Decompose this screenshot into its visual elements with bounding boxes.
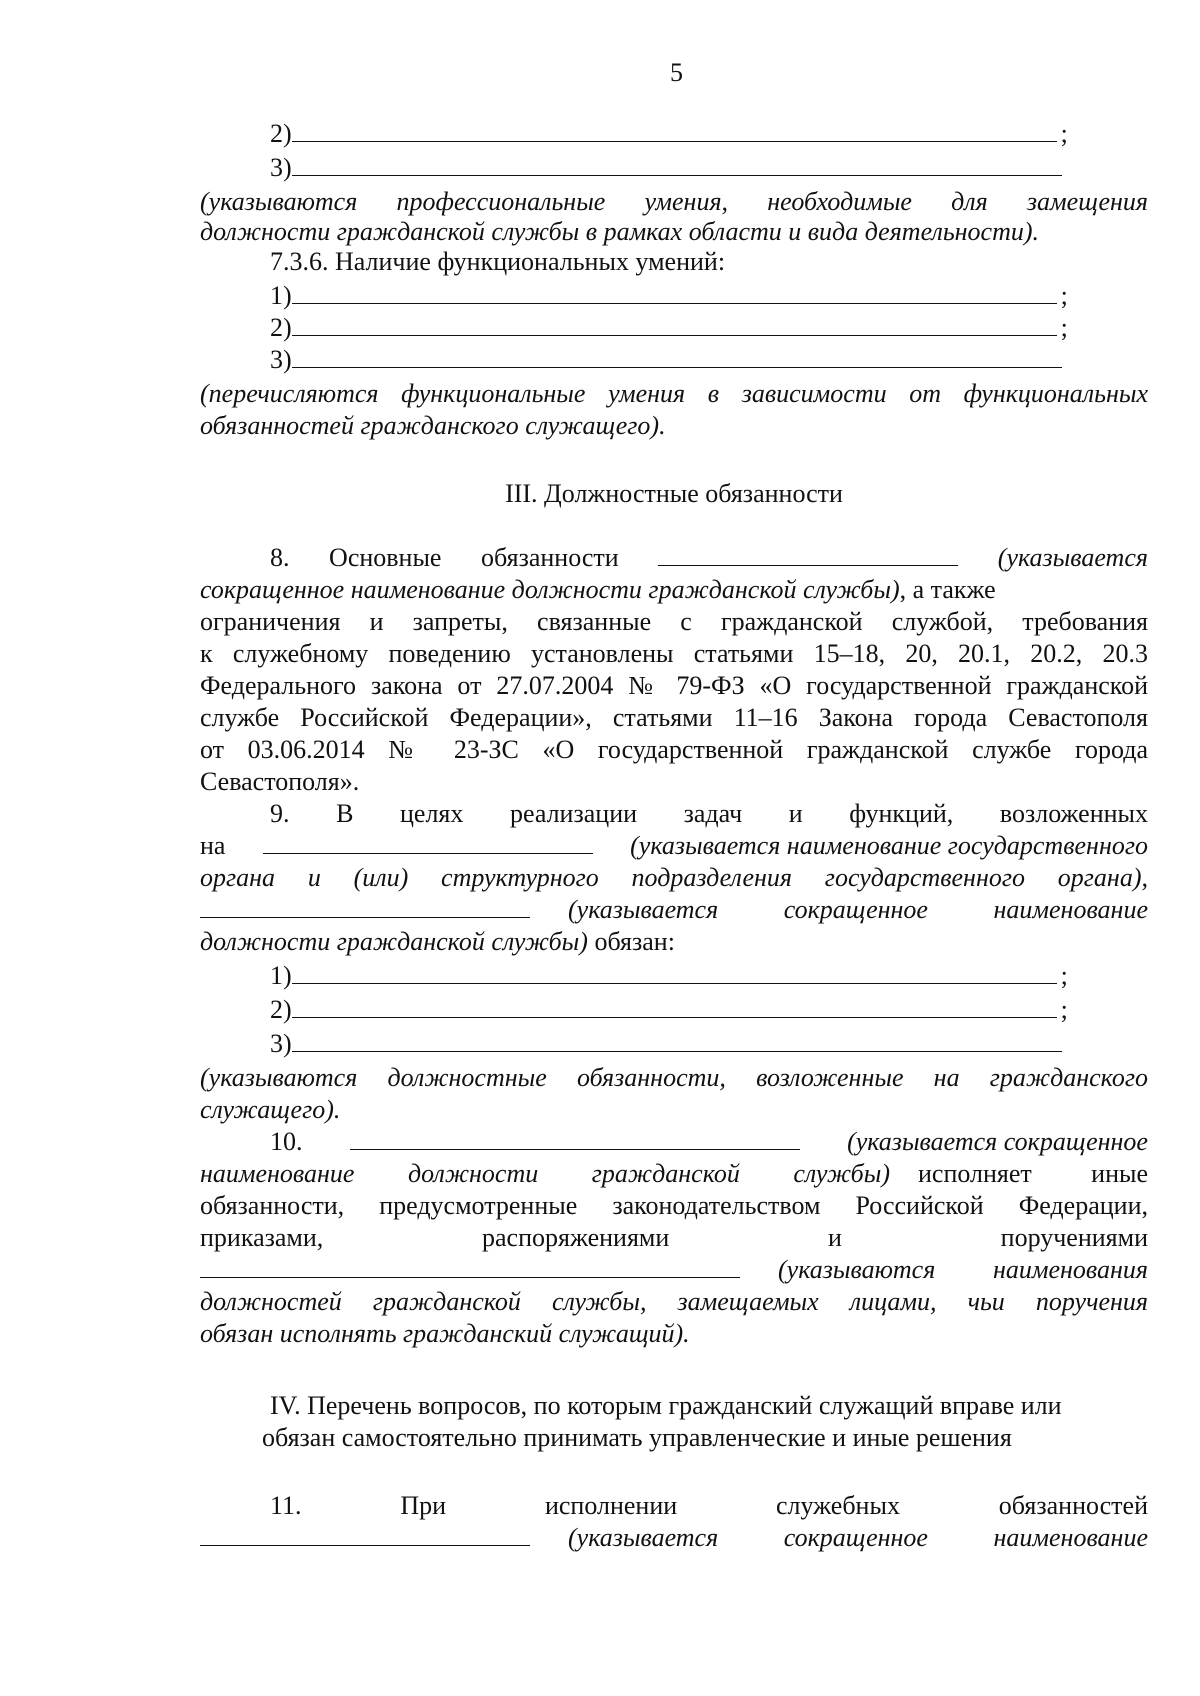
- list-item-1: 1) ;: [270, 959, 1148, 993]
- blank-line[interactable]: [292, 117, 1057, 142]
- paragraph-10-line: приказами, распоряжениями и поручениями: [200, 1223, 1148, 1252]
- item-number: 2): [270, 313, 292, 342]
- blank-line[interactable]: [658, 541, 958, 566]
- paragraph-10-line: обязанности, предусмотренные законодательством Российской Федерации,: [200, 1191, 1148, 1220]
- blank-line[interactable]: [292, 993, 1057, 1018]
- paragraph-8-line: ограничения и запреты, связанные с гражданской службой, требования: [200, 607, 1148, 636]
- paragraph-10-line-5: (указываются наименования: [200, 1253, 1148, 1287]
- page-number: 5: [670, 58, 683, 87]
- list-item-3: [270, 151, 1148, 185]
- list-item-1: 1) ;: [270, 279, 1148, 313]
- paragraph-8-line: Федерального закона от 27.07.2004 № 79-ФЗ «О государственной гражданской: [200, 671, 1148, 700]
- paragraph-11-line-2: (указывается сокращенное наименование: [200, 1521, 1148, 1555]
- item-number: 2): [270, 995, 292, 1024]
- paragraph-8-line: службе Российской Федерации», статьями 11–16 Закона города Севастополя: [200, 703, 1148, 732]
- paragraph-9-line-2: на (указывается наименование государственного: [200, 831, 1148, 860]
- italic-note: обязанностей гражданского служащего).: [200, 411, 666, 440]
- paragraph-10-line-1: 10. (указывается сокращенное: [270, 1127, 1148, 1156]
- blank-line[interactable]: [200, 893, 530, 918]
- italic-note: должности гражданской службы в рамках области и вида деятельности).: [200, 217, 1040, 246]
- paragraph-8-line: к служебному поведению установлены статьями 15–18, 20, 20.1, 20.2, 20.3: [200, 639, 1148, 668]
- list-item-3: [270, 343, 1148, 377]
- blank-line[interactable]: [350, 1125, 800, 1150]
- subsection-heading: 7.3.6. Наличие функциональных умений:: [270, 247, 726, 276]
- section-heading-line-2: обязан самостоятельно принимать управленческие и иные решения: [262, 1423, 1012, 1452]
- item-number: 1): [270, 961, 292, 990]
- list-item-2: 2) ;: [270, 117, 1148, 151]
- paragraph-11-line-1: 11. При исполнении служебных обязанностей: [270, 1491, 1148, 1520]
- italic-note: (указываются должностные обязанности, возложенные на гражданского: [200, 1063, 1148, 1092]
- item-number: 3): [270, 1029, 292, 1058]
- blank-line[interactable]: [292, 959, 1057, 984]
- paragraph-8-line: Севастополя».: [200, 767, 360, 796]
- italic-note: должностей гражданской службы, замещаемых лицами, чьи поручения: [200, 1287, 1148, 1316]
- section-heading-line-1: IV. Перечень вопросов, по которым гражданский служащий вправе или: [270, 1391, 1062, 1420]
- blank-line[interactable]: [292, 343, 1062, 368]
- paragraph-9-line-1: 9. В целях реализации задач и функций, возложенных: [270, 799, 1148, 828]
- blank-line[interactable]: [200, 1521, 530, 1546]
- item-number: 3): [270, 345, 292, 374]
- blank-line[interactable]: [292, 1027, 1062, 1052]
- paragraph-9-line-4: (указывается сокращенное наименование: [200, 893, 1148, 927]
- paragraph-9-line: органа и (или) структурного подразделения государственного органа),: [200, 863, 1148, 892]
- italic-note: обязан исполнять гражданский служащий).: [200, 1319, 690, 1348]
- list-item-2: 2) ;: [270, 311, 1148, 345]
- paragraph-10-line-2: наименование должности гражданской службы) исполняет иные: [200, 1159, 1148, 1188]
- italic-note: (перечисляются функциональные умения в зависимости от функциональных: [200, 379, 1148, 408]
- item-number: 2): [270, 119, 292, 148]
- italic-note: (указываются профессиональные умения, необходимые для замещения: [200, 187, 1148, 216]
- italic-note: служащего).: [200, 1095, 341, 1124]
- paragraph-9-line-5: должности гражданской службы) обязан:: [200, 927, 675, 956]
- blank-line[interactable]: [263, 829, 593, 854]
- paragraph-8-line-2: сокращенное наименование должности гражданской службы), а также: [200, 575, 996, 604]
- paragraph-8-line-1: 8. Основные обязанности (указывается: [270, 543, 1148, 572]
- item-number: 3): [270, 153, 292, 182]
- blank-line[interactable]: [292, 151, 1062, 176]
- blank-line[interactable]: [200, 1253, 740, 1278]
- list-item-2: 2) ;: [270, 993, 1148, 1027]
- item-number: 1): [270, 281, 292, 310]
- blank-line[interactable]: [292, 311, 1057, 336]
- list-item-3: [270, 1027, 1148, 1061]
- blank-line[interactable]: [292, 279, 1057, 304]
- paragraph-8-line: от 03.06.2014 № 23-ЗС «О государственной гражданской службе города: [200, 735, 1148, 764]
- section-heading: III. Должностные обязанности: [505, 479, 843, 508]
